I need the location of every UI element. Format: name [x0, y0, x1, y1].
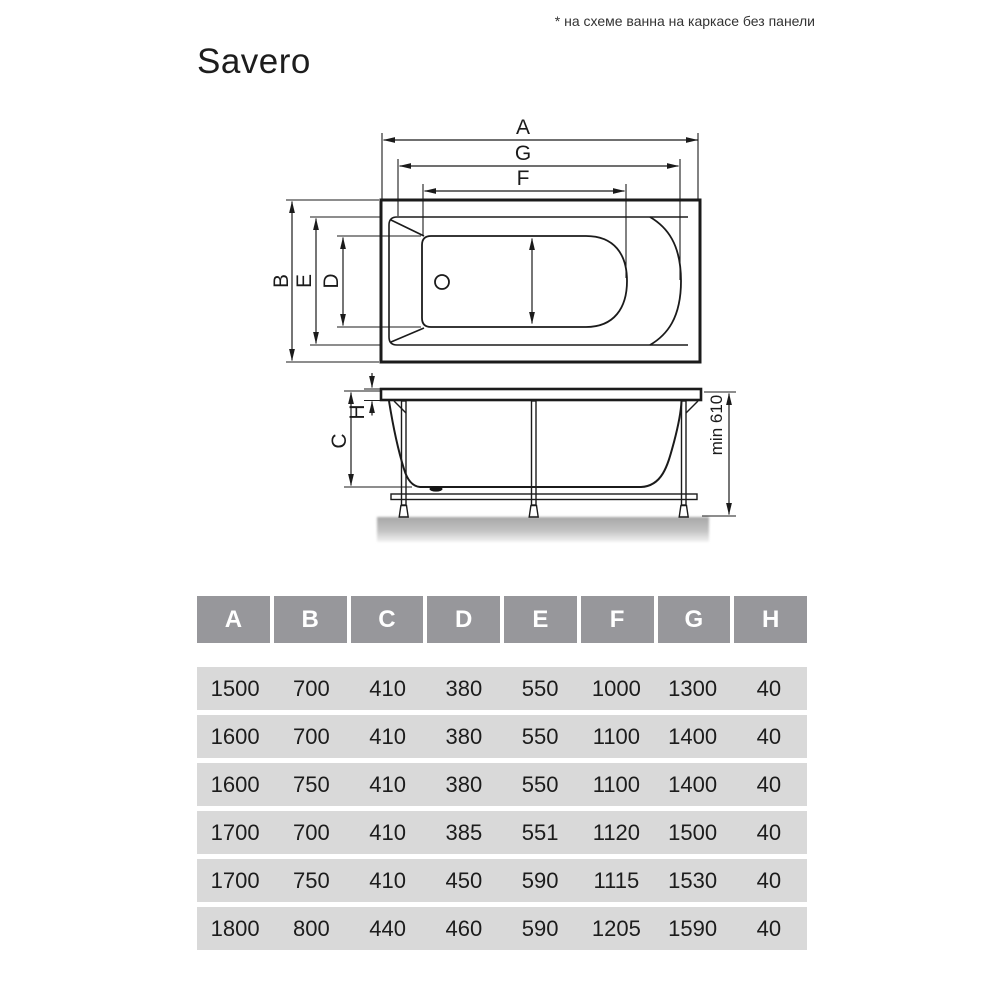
- table-cell: 1205: [591, 915, 641, 941]
- frame-bottom-bar: [391, 494, 697, 500]
- dimension-min-height: [702, 392, 736, 516]
- dim-label-C: C: [328, 433, 351, 449]
- side-view: [377, 389, 709, 542]
- header-cell: H: [734, 596, 807, 643]
- top-view: [381, 200, 700, 362]
- dim-label-E: E: [293, 273, 316, 289]
- header-cell: C: [351, 596, 424, 643]
- rim-corner-diagonal-bottom: [391, 328, 424, 342]
- table-cell: 1115: [593, 867, 640, 893]
- frame-leg-middle: [532, 401, 537, 505]
- dim-label-F: F: [516, 167, 530, 190]
- table-cell: 410: [369, 771, 406, 797]
- table-cell: 551: [521, 819, 559, 845]
- table-cell: 550: [521, 771, 559, 797]
- dimensions-table: [197, 596, 807, 950]
- table-cell: 750: [293, 867, 330, 893]
- table-cell: 410: [369, 723, 406, 749]
- table-cell: 550: [521, 675, 559, 701]
- table-cell: 1500: [210, 675, 260, 701]
- table-cell: 700: [293, 675, 330, 701]
- frame-leg-right: [682, 401, 687, 505]
- table-cell: 380: [445, 723, 483, 749]
- table-cell: 1000: [591, 675, 641, 701]
- table-cell: 800: [293, 915, 330, 941]
- table-cell: 440: [369, 915, 406, 941]
- dim-label-A: A: [515, 116, 531, 139]
- table-row: [197, 907, 807, 950]
- table-cell: 410: [369, 675, 406, 701]
- drain-bump: [430, 486, 443, 491]
- table-cell: 590: [521, 915, 559, 941]
- frame-leg-left: [402, 401, 407, 505]
- dim-label-min-height: min 610: [707, 394, 726, 456]
- dimension-A: [382, 116, 698, 199]
- table-cell: 1530: [668, 867, 718, 893]
- table-cell: 410: [369, 819, 406, 845]
- table-row: [197, 859, 807, 902]
- table-row: [197, 763, 807, 806]
- table-cell: 1100: [592, 723, 641, 749]
- tub-profile: [389, 401, 682, 487]
- table-row: [197, 715, 807, 758]
- frame-brace-right: [686, 401, 698, 413]
- table-cell: 1400: [668, 771, 718, 797]
- table-cell: 590: [521, 867, 559, 893]
- header-cell: D: [427, 596, 500, 643]
- table-cell: 700: [293, 819, 330, 845]
- header-cell: A: [197, 596, 270, 643]
- drain-hole: [435, 275, 449, 289]
- table-cell: 380: [445, 771, 483, 797]
- dimension-F: [423, 167, 626, 278]
- rim-slab: [381, 389, 701, 400]
- header-cell: G: [658, 596, 731, 643]
- table-row: [197, 667, 807, 710]
- table-cell: 1600: [210, 723, 260, 749]
- table-row: [197, 811, 807, 854]
- table-cell: 550: [521, 723, 559, 749]
- table-cell: 40: [756, 819, 782, 845]
- leg-foot: [529, 506, 538, 518]
- table-cell: 1100: [592, 771, 641, 797]
- frame-brace-left: [394, 401, 406, 413]
- table-cell: 380: [445, 675, 483, 701]
- table-header: [197, 596, 807, 643]
- page-title: Savero: [197, 42, 311, 81]
- dim-label-H: H: [346, 404, 369, 420]
- leg-foot: [399, 506, 408, 518]
- table-body: [197, 667, 807, 950]
- dim-label-G: G: [514, 142, 532, 165]
- table-cell: 700: [293, 723, 330, 749]
- footnote: * на схеме ванна на каркасе без панели: [554, 13, 815, 29]
- table-cell: 1120: [592, 819, 641, 845]
- leg-foot: [679, 506, 688, 518]
- table-cell: 1500: [668, 819, 718, 845]
- basin-outline: [422, 236, 627, 327]
- header-cell: B: [274, 596, 347, 643]
- table-cell: 1400: [668, 723, 718, 749]
- table-cell: 460: [445, 915, 483, 941]
- header-cell: E: [504, 596, 577, 643]
- table-cell: 450: [445, 867, 483, 893]
- backrest-curve: [650, 217, 681, 345]
- table-cell: 1800: [210, 915, 260, 941]
- table-cell: 40: [756, 675, 782, 701]
- ground-shadow: [377, 517, 709, 542]
- header-cell: F: [581, 596, 654, 643]
- dimension-C: [328, 391, 412, 487]
- dim-label-D: D: [320, 273, 343, 289]
- tub-outer-outline: [381, 200, 700, 362]
- table-cell: 385: [445, 819, 483, 845]
- table-cell: 1700: [210, 867, 260, 893]
- table-cell: 40: [756, 867, 782, 893]
- table-cell: 40: [756, 723, 782, 749]
- table-cell: 40: [756, 771, 782, 797]
- table-cell: 40: [756, 915, 782, 941]
- table-cell: 1600: [210, 771, 260, 797]
- table-cell: 1700: [210, 819, 260, 845]
- dim-label-B: B: [270, 273, 293, 289]
- dimension-D: [320, 236, 421, 327]
- table-cell: 410: [369, 867, 406, 893]
- table-cell: 1590: [668, 915, 718, 941]
- table-cell: 1300: [668, 675, 718, 701]
- dimension-G: [398, 142, 680, 280]
- table-cell: 750: [293, 771, 330, 797]
- rim-corner-diagonal-top: [391, 220, 424, 236]
